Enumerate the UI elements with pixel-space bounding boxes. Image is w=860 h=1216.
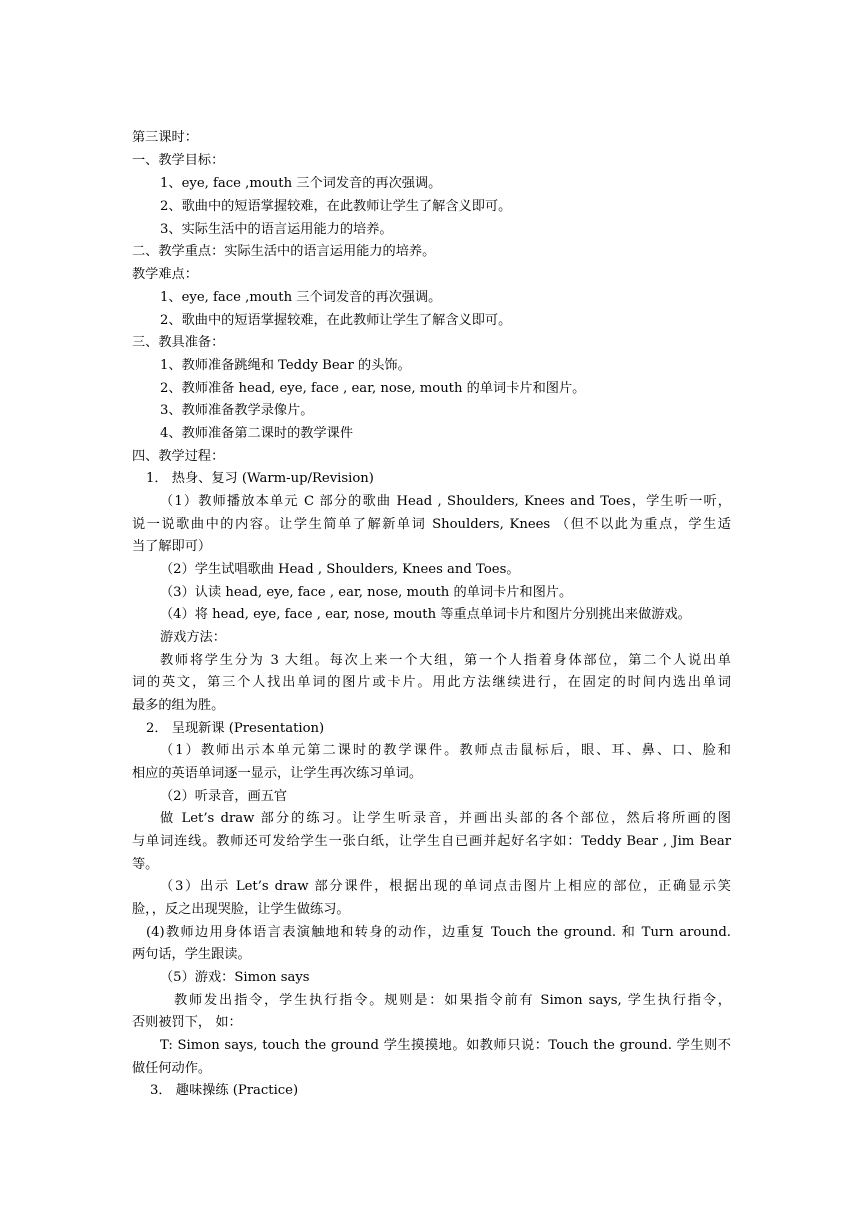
paragraph-line: 两句话，学生跟读。 (132, 947, 251, 962)
paragraph-line: （2）学生试唱歌曲 Head , Shoulders, Knees and Toes。 (160, 562, 520, 577)
step-heading-practice: 3． 趣味操练 (Practice) (150, 1083, 299, 1098)
section-heading-key-points: 二、教学重点：实际生活中的语言运用能力的培养。 (132, 244, 436, 259)
objective-item-1: 1、eye, face ,mouth 三个词发音的再次强调。 (160, 176, 442, 191)
paragraph-line: （3）出示 Let’s draw 部分课件，根据出现的单词点击图片上相应的部位，正确显示笑 (160, 879, 731, 894)
section-heading-objectives: 一、教学目标： (132, 153, 225, 168)
paragraph-line: 词的英文，第三个人找出单词的图片或卡片。用此方法继续进行，在固定的时间内选出单词 (132, 675, 731, 690)
paragraph-line: （1）教师播放本单元 C 部分的歌曲 Head , Shoulders, Knees and Toes，学生听一听， (160, 494, 731, 509)
paragraph-line: 教师发出指令，学生执行指令。规则是：如果指令前有 Simon says, 学生执行指令， (174, 993, 731, 1008)
lesson-title: 第三课时： (132, 130, 198, 145)
paragraph-line: （3）认读 head, eye, face , ear, nose, mouth 的单词卡片和图片。 (160, 585, 573, 600)
paragraph-line: （2）听录音，画五官 (160, 789, 288, 804)
paragraph-line: （1）教师出示本单元第二课时的教学课件。教师点击鼠标后，眼、耳、鼻、口、脸和 (160, 743, 731, 758)
paragraph-line: （5）游戏：Simon says (160, 970, 310, 985)
material-item-4: 4、教师准备第二课时的教学课件 (160, 426, 354, 441)
paragraph-line: T: Simon says, touch the ground 学生摸摸地。如教师只说：Touch the ground. 学生则不 (160, 1038, 731, 1053)
objective-item-2: 2、歌曲中的短语掌握较难，在此教师让学生了解含义即可。 (160, 199, 512, 214)
paragraph-line: 说一说歌曲中的内容。让学生简单了解新单词 Shoulders, Knees （但不以此为重点，学生适 (132, 517, 731, 532)
paragraph-line: 最多的组为胜。 (132, 698, 225, 713)
paragraph-line: 教师将学生分为 3 大组。每次上来一个大组，第一个人指着身体部位，第二个人说出单 (160, 653, 731, 668)
paragraph-line: 脸，，反之出现哭脸，让学生做练习。 (132, 902, 350, 917)
paragraph-line: 否则被罚下， 如： (132, 1015, 242, 1030)
difficulty-item-1: 1、eye, face ,mouth 三个词发音的再次强调。 (160, 290, 442, 305)
paragraph-line: 做 Let’s draw 部分的练习。让学生听录音，并画出头部的各个部位，然后将所画的图 (160, 811, 731, 826)
step-heading-warmup: 1． 热身、复习 (Warm-up/Revision) (146, 471, 374, 486)
section-heading-difficulties: 教学难点： (132, 267, 198, 282)
paragraph-line: 与单词连线。教师还可发给学生一张白纸，让学生自已画并起好名字如：Teddy Bear , Jim Bear (132, 834, 731, 849)
paragraph-line: 相应的英语单词逐一显示，让学生再次练习单词。 (132, 766, 423, 781)
material-item-1: 1、教师准备跳绳和 Teddy Bear 的头饰。 (160, 358, 411, 373)
material-item-3: 3、教师准备教学录像片。 (160, 403, 314, 418)
game-method-label: 游戏方法： (160, 630, 226, 645)
paragraph-line: (4)教师边用身体语言表演触地和转身的动作，边重复 Touch the ground. 和 Turn around. (146, 925, 731, 940)
objective-item-3: 3、实际生活中的语言运用能力的培养。 (160, 222, 393, 237)
material-item-2: 2、教师准备 head, eye, face , ear, nose, mouth 的单词卡片和图片。 (160, 381, 586, 396)
paragraph-line: （4）将 head, eye, face , ear, nose, mouth 等重点单词卡片和图片分别挑出来做游戏。 (160, 607, 691, 622)
step-heading-presentation: 2． 呈现新课 (Presentation) (146, 721, 325, 736)
section-heading-process: 四、教学过程： (132, 449, 225, 464)
difficulty-item-2: 2、歌曲中的短语掌握较难，在此教师让学生了解含义即可。 (160, 313, 512, 328)
paragraph-line: 等。 (132, 857, 159, 872)
paragraph-line: 做任何动作。 (132, 1061, 212, 1076)
paragraph-line: 当了解即可） (132, 539, 212, 554)
section-heading-materials: 三、教具准备： (132, 335, 225, 350)
